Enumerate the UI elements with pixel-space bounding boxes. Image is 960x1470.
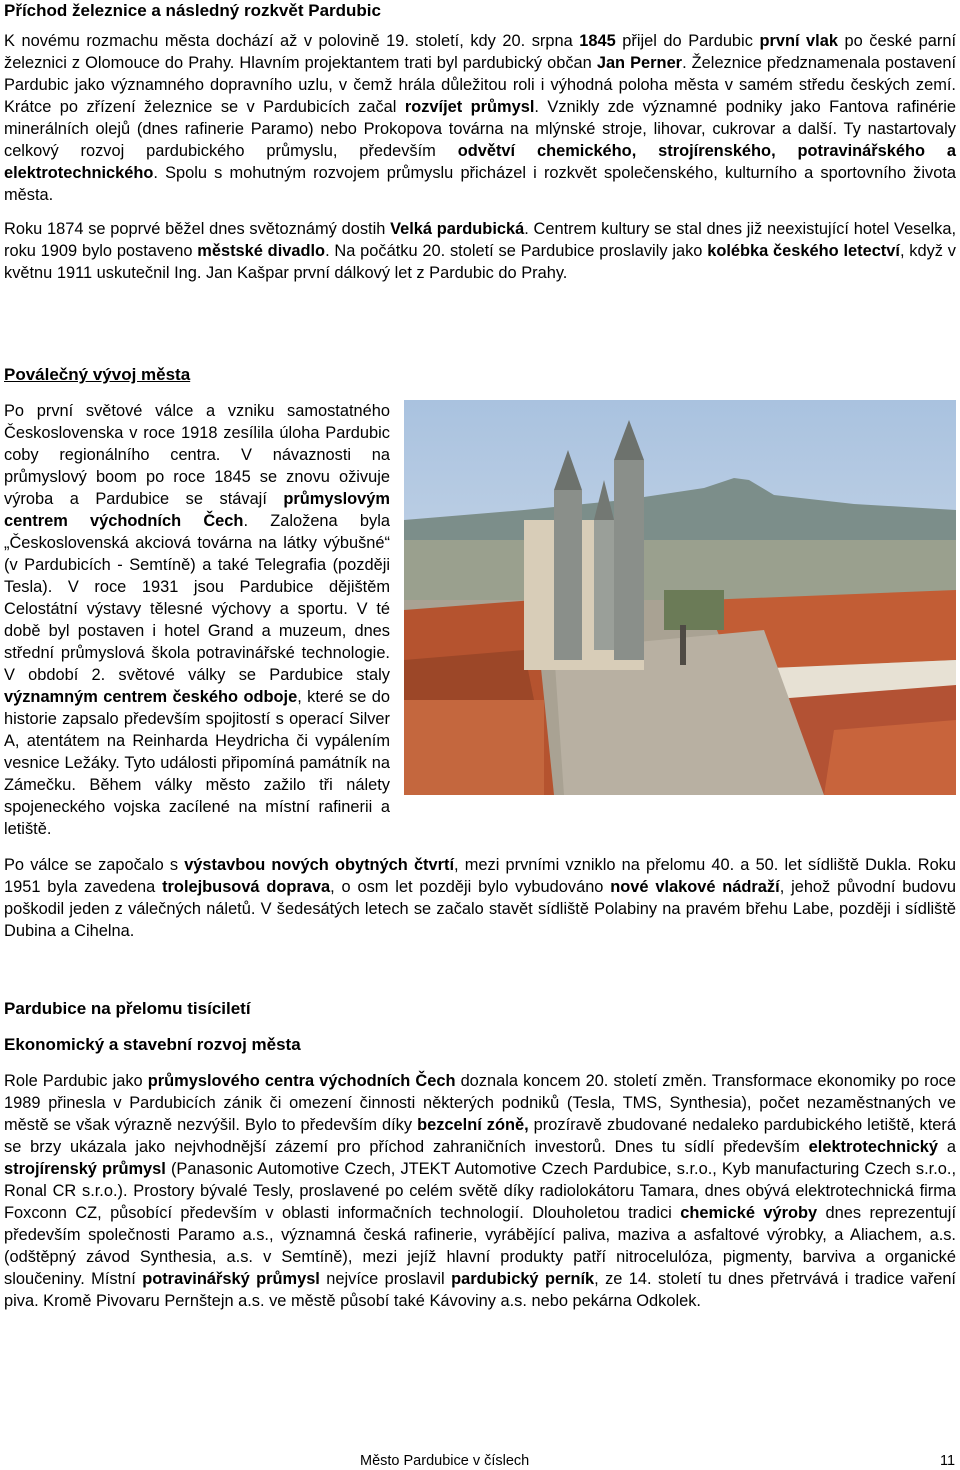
text-run: nejvíce proslavil xyxy=(319,1270,452,1288)
text-run: . Na počátku 20. století se Pardubice proslavily jako xyxy=(325,242,708,260)
bold-text: pardubický perník xyxy=(451,1270,595,1288)
bold-text: výstavbou nových obytných čtvrtí xyxy=(184,856,455,874)
subsection-heading: Ekonomický a stavební rozvoj města xyxy=(4,1035,301,1054)
page-number: 11 xyxy=(940,1453,956,1469)
section-postwar xyxy=(4,364,956,942)
text-run: , když v květnu 1911 uskutečnil Ing. Jan Kašpar první dálkový let z Pardubic do Prahy. xyxy=(4,242,956,282)
text-run: přijel do Pardubic xyxy=(615,32,760,50)
text-run: . Spolu s mohutným rozvojem průmyslu přicházel i rozkvět společenského, kulturního a sportovního života města. xyxy=(4,164,956,204)
text-run: doznala koncem 20. století změn. Transformace ekonomiky po roce 1989 přinesla v Pardubicích zánik či omezení činnosti některých podniků (Tesla, TMS, Synthesia), počet nezaměstnaných ve městě se však výrazně nezvýšil. Bylo to především díky xyxy=(4,1072,956,1134)
page-footer xyxy=(0,1452,960,1470)
section-railway xyxy=(4,0,956,284)
section-heading: Příchod železnice a následný rozkvět Pardubic xyxy=(4,1,381,20)
bold-text: strojírenský průmysl xyxy=(4,1160,166,1178)
text-run: . Železnice předznamenala postavení Pardubic jako významného dopravního uzlu, v čemž hrála důležitou roli i výhodná poloha města v samém středu českých zemí. Krátce po zřízení železnice se v Pardubicích začal xyxy=(4,54,956,116)
text-run: prozíravě zbudované nedaleko pardubického letiště, která se brzy ukázala jako nejvhodnější zázemí pro příchod zahraničních investorů. Dnes tu sídlí především xyxy=(4,1116,956,1156)
text-run: Po první světové válce a vzniku samostatného Československa v roce 1918 zesílila úloha Pardubic coby regionálního centra. V návaznosti na průmyslový boom po roce 1845 se znovu oživuje výroba a Pardubice se stávají xyxy=(4,402,390,508)
text-run: Po válce se započalo s xyxy=(4,856,185,874)
bold-text: průmyslovým centrem východních Čech xyxy=(4,490,390,530)
text-run: , o osm let později bylo vybudováno xyxy=(330,878,611,896)
section-heading: Pardubice na přelomu tisíciletí xyxy=(4,999,251,1018)
town-square-photo xyxy=(404,400,956,795)
paragraph xyxy=(4,854,956,942)
text-run: , které se do historie zapsalo především spojitostí s operací Silver A, atentátem na Reinharda Heydricha či vypálením vesnice Ležáky. Tyto události připomíná památník na Zámečku. Během války město zažilo tři nálety spojeneckého vojska zacílené na místní rafinerii a letiště. xyxy=(4,688,390,838)
bold-text: průmyslového centra východních Čech xyxy=(147,1072,456,1090)
bold-text: první vlak xyxy=(759,32,838,50)
bold-text: odvětví chemického, strojírenského, potravinářského a elektrotechnického xyxy=(4,142,956,182)
paragraph xyxy=(4,400,956,840)
bold-text: nové vlakové nádraží xyxy=(610,878,780,896)
bold-text: elektrotechnický xyxy=(808,1138,939,1156)
paragraph xyxy=(4,1070,956,1312)
bold-text: trolejbusová doprava xyxy=(162,878,331,896)
paragraph xyxy=(4,218,956,284)
text-run: , jehož původní budovu poškodil jeden z válečných náletů. V šedesátých letech se začalo stavět sídliště Polabiny na pravém břehu Labe, později i sídliště Dubina a Cihelna. xyxy=(4,878,956,940)
text-run: a xyxy=(938,1138,957,1156)
bold-text: městské divadlo xyxy=(197,242,326,260)
text-run: Roku 1874 se poprvé běžel dnes světoznámý dostih xyxy=(4,220,391,238)
bold-text: 1845 xyxy=(579,32,616,50)
text-run: , ze 14. století tu dnes přetrvává i tradice vaření piva. Kromě Pivovaru Pernštejn a.s. ve městě působí také Kávoviny a.s. nebo pekárna Odkolek. xyxy=(4,1270,956,1310)
bold-text: rozvíjet průmysl xyxy=(404,98,535,116)
text-run: po české parní železnici z Olomouce do Prahy. Hlavním projektantem trati byl pardubický občan xyxy=(4,32,957,72)
bold-text: významným centrem českého odboje xyxy=(4,688,298,706)
text-run: , mezi prvními vzniklo na přelomu 40. a 50. let sídliště Dukla. Roku 1951 byla zavedena xyxy=(4,856,956,896)
text-run: . Založena byla „Československá akciová továrna na látky výbušné“ (v Pardubicích - Semtíně) a také Telegrafia (později Tesla). V roce 1931 jsou Pardubice dějištěm Celostátní výstavy tělesné výchovy a sportu. V té době byl postaven i hotel Grand a muzeum, dnes střední průmyslová škola potravinářské technologie. V období 2. světové války se Pardubice staly xyxy=(4,512,390,684)
text-run: dnes reprezentují především společnosti Paramo a.s., významná česká rafinerie, vyrábějící paliva, maziva a asfaltové výrobky, a Aliachem, a.s. (odštěpný závod Synthesia, a.s. v Semtíně), mezi jejíž hlavní produkty patří nitrocelulóza, pigmenty, barviva a organické sloučeniny. Místní xyxy=(4,1204,956,1288)
paragraph xyxy=(4,30,956,206)
bold-text: potravinářský průmysl xyxy=(142,1270,320,1288)
bold-text: chemické výroby xyxy=(680,1204,818,1222)
section-heading: Poválečný vývoj města xyxy=(4,365,191,384)
text-run: . Vznikly zde významné podniky jako Fantova rafinérie minerálních olejů (dnes rafinerie Paramo) nebo Prokopova továrna na mlýnské stroje, lihovar, cukrovar a další. Ty nastartovaly celkový rozvoj pardubického průmyslu, především xyxy=(4,98,956,160)
footer-title: Město Pardubice v číslech xyxy=(360,1453,530,1469)
section-millennium xyxy=(4,998,956,1312)
text-run: . Centrem kultury se stal dnes již neexistující hotel Veselka, roku 1909 bylo postaveno xyxy=(4,220,956,260)
bold-text: Velká pardubická xyxy=(390,220,525,238)
town-square-photo-image xyxy=(404,400,956,795)
bold-text: bezcelní zóně, xyxy=(417,1116,529,1134)
bold-text: kolébka českého letectví xyxy=(707,242,900,260)
bold-text: Jan Perner xyxy=(596,54,683,72)
text-run: (Panasonic Automotive Czech, JTEKT Automotive Czech Pardubice, s.r.o., Kyb manufacturing Czech s.r.o., Ronal CR s.r.o.). Prostory bývalé Tesly, proslavené po celém světě díky radiolokátoru Tamara, dnes obývá elektrotechnická firma Foxconn CZ, působící především v oblasti informačních technologií. Dlouholetou tradici xyxy=(4,1160,956,1222)
text-run: K novému rozmachu města dochází až v polovině 19. století, kdy 20. srpna xyxy=(4,32,580,50)
text-run: Role Pardubic jako xyxy=(4,1072,148,1090)
